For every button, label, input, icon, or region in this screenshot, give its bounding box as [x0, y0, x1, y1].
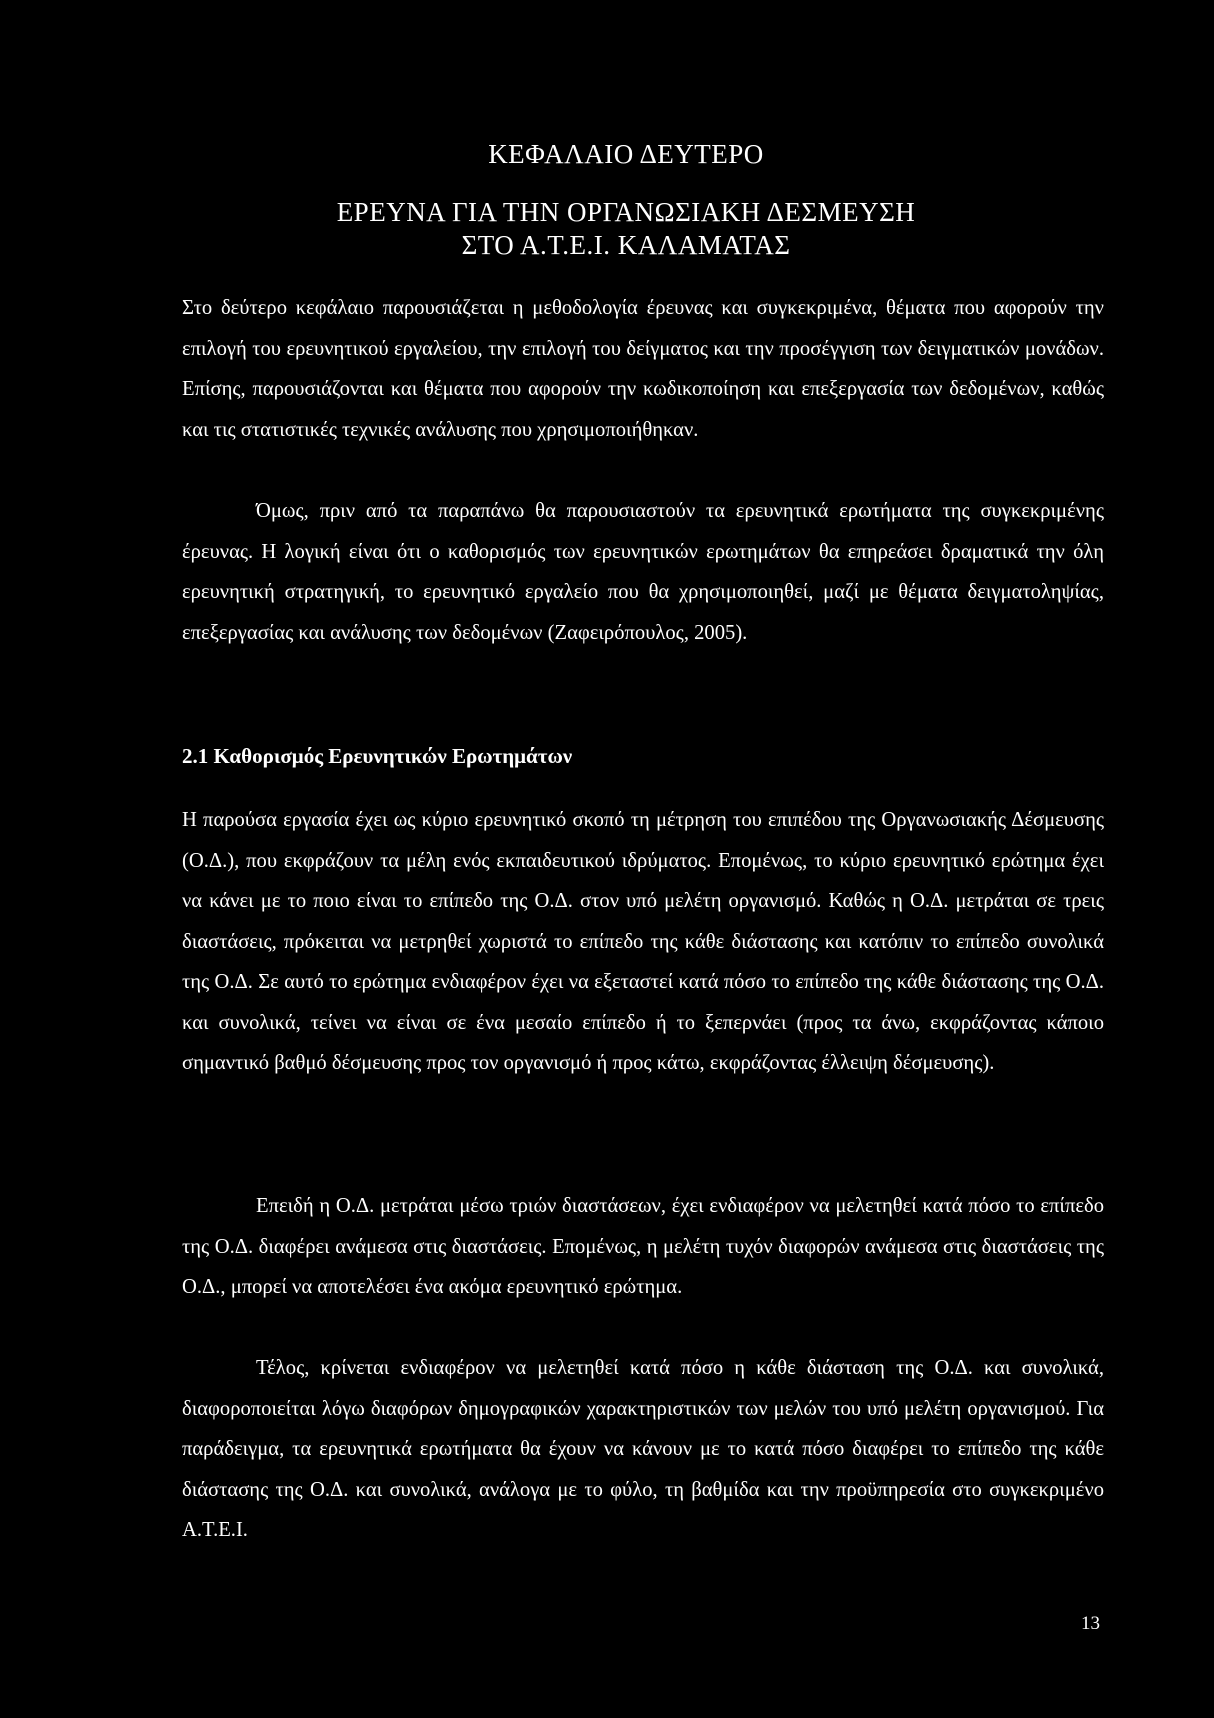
chapter-title-line-2: ΣΤΟ Α.Τ.Ε.Ι. ΚΑΛΑΜΑΤΑΣ: [461, 230, 791, 260]
page-number: 13: [1081, 1613, 1100, 1634]
intro-paragraph-2: Όμως, πριν από τα παραπάνω θα παρουσιαστούν τα ερευνητικά ερωτήματα της συγκεκριμένης έρευνας. Η λογική είναι ότι ο καθορισμός των ερευνητικών ερωτημάτων θα επηρεάσει δραματικά την όλη ερευνητική στρατηγική, το ερευνητικό εργαλείο που θα χρησιμοποιηθεί, μαζί με θέματα δειγματοληψίας, επεξεργασίας και ανάλυσης των δεδομένων (Ζαφειρόπουλος, 2005).: [182, 500, 1104, 644]
chapter-label: ΚΕΦΑΛΑΙΟ ΔΕΥΤΕΡΟ: [488, 139, 764, 169]
section-heading: 2.1 Καθορισμός Ερευνητικών Ερωτημάτων: [182, 744, 573, 768]
chapter-title-line-1: ΕΡΕΥΝΑ ΓΙΑ ΤΗΝ ΟΡΓΑΝΩΣΙΑΚΗ ΔΕΣΜΕΥΣΗ: [336, 197, 916, 227]
section-paragraph-2: Επειδή η Ο.Δ. μετράται μέσω τριών διαστάσεων, έχει ενδιαφέρον να μελετηθεί κατά πόσο το επίπεδο της Ο.Δ. διαφέρει ανάμεσα στις διαστάσεις. Επομένως, η μελέτη τυχόν διαφορών ανάμεσα στις διαστάσεις της Ο.Δ., μπορεί να αποτελέσει ένα ακόμα ερευνητικό ερώτημα.: [182, 1195, 1104, 1298]
intro-paragraph-1: Στο δεύτερο κεφάλαιο παρουσιάζεται η μεθοδολογία έρευνας και συγκεκριμένα, θέματα που αφορούν την επιλογή του ερευνητικού εργαλείου, την επιλογή του δείγματος και την προσέγγιση των δειγματικών μονάδων. Επίσης, παρουσιάζονται και θέματα που αφορούν την κωδικοποίηση και επεξεργασία των δεδομένων, καθώς και τις στατιστικές τεχνικές ανάλυσης που χρησιμοποιήθηκαν.: [182, 297, 1104, 441]
section-paragraph-3: Τέλος, κρίνεται ενδιαφέρον να μελετηθεί κατά πόσο η κάθε διάσταση της Ο.Δ. και συνολικά, διαφοροποιείται λόγω διαφόρων δημογραφικών χαρακτηριστικών των μελών του υπό μελέτη οργανισμού. Για παράδειγμα, τα ερευνητικά ερωτήματα θα έχουν να κάνουν με το κατά πόσο διαφέρει το επίπεδο της κάθε διάστασης της Ο.Δ. και συνολικά, ανάλογα με το φύλο, τη βαθμίδα και την προϋπηρεσία στο συγκεκριμένο Α.Τ.Ε.Ι.: [182, 1357, 1104, 1541]
section-paragraph-1: Η παρούσα εργασία έχει ως κύριο ερευνητικό σκοπό τη μέτρηση του επιπέδου της Οργανωσιακής Δέσμευσης (Ο.Δ.), που εκφράζουν τα μέλη ενός εκπαιδευτικού ιδρύματος. Επομένως, το κύριο ερευνητικό ερώτημα έχει να κάνει με το ποιο είναι το επίπεδο της Ο.Δ. στον υπό μελέτη οργανισμό. Καθώς η Ο.Δ. μετράται σε τρεις διαστάσεις, πρόκειται να μετρηθεί χωριστά το επίπεδο της κάθε διάστασης και κατόπιν το επίπεδο συνολικά της Ο.Δ. Σε αυτό το ερώτημα ενδιαφέρον έχει να εξεταστεί κατά πόσο το επίπεδο της κάθε διάστασης της Ο.Δ. και συνολικά, τείνει να είναι σε ένα μεσαίο επίπεδο ή το ξεπερνάει (προς τα άνω, εκφράζοντας κάποιο σημαντικό βαθμό δέσμευσης προς τον οργανισμό ή προς κάτω, εκφράζοντας έλλειψη δέσμευσης).: [182, 809, 1104, 1074]
chapter-title: [0, 196, 1214, 262]
